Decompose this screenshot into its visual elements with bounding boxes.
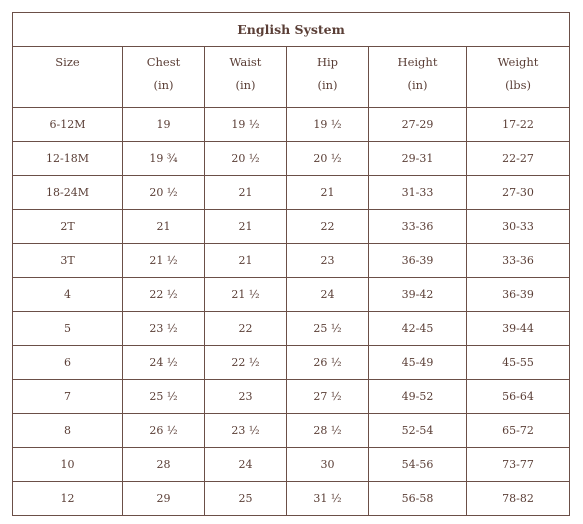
cell-height: 27-29 [369, 108, 467, 142]
cell-chest: 21 ½ [123, 244, 205, 278]
cell-size: 10 [13, 448, 123, 482]
table-row [13, 210, 570, 244]
header-label: Height [397, 55, 438, 69]
cell-height: 56-58 [369, 482, 467, 516]
cell-size: 8 [13, 414, 123, 448]
cell-weight: 73-77 [467, 448, 570, 482]
header-unit: (in) [317, 78, 338, 92]
cell-hip: 30 [287, 448, 369, 482]
header-waist [205, 47, 287, 108]
cell-height: 31-33 [369, 176, 467, 210]
cell-hip: 21 [287, 176, 369, 210]
cell-hip: 20 ½ [287, 142, 369, 176]
cell-height: 49-52 [369, 380, 467, 414]
header-unit: (in) [153, 78, 174, 92]
cell-chest: 29 [123, 482, 205, 516]
cell-hip: 26 ½ [287, 346, 369, 380]
cell-size: 6-12M [13, 108, 123, 142]
cell-chest: 28 [123, 448, 205, 482]
header-size [13, 47, 123, 108]
table-row [13, 142, 570, 176]
cell-chest: 25 ½ [123, 380, 205, 414]
cell-weight: 45-55 [467, 346, 570, 380]
header-hip [287, 47, 369, 108]
cell-weight: 33-36 [467, 244, 570, 278]
cell-waist: 25 [205, 482, 287, 516]
cell-weight: 56-64 [467, 380, 570, 414]
cell-waist: 19 ½ [205, 108, 287, 142]
table-row [13, 482, 570, 516]
cell-waist: 21 [205, 244, 287, 278]
cell-waist: 23 ½ [205, 414, 287, 448]
cell-waist: 22 [205, 312, 287, 346]
cell-size: 4 [13, 278, 123, 312]
cell-size: 12 [13, 482, 123, 516]
cell-chest: 26 ½ [123, 414, 205, 448]
cell-waist: 21 [205, 210, 287, 244]
cell-hip: 28 ½ [287, 414, 369, 448]
cell-chest: 23 ½ [123, 312, 205, 346]
cell-size: 18-24M [13, 176, 123, 210]
table-body [13, 108, 570, 516]
table-row [13, 346, 570, 380]
cell-hip: 22 [287, 210, 369, 244]
header-label: Weight [497, 55, 539, 69]
cell-height: 33-36 [369, 210, 467, 244]
header-label: Chest [146, 55, 181, 69]
cell-size: 3T [13, 244, 123, 278]
header-unit: (in) [235, 78, 256, 92]
header-label: Waist [229, 55, 262, 69]
cell-hip: 19 ½ [287, 108, 369, 142]
cell-height: 29-31 [369, 142, 467, 176]
cell-height: 45-49 [369, 346, 467, 380]
cell-weight: 36-39 [467, 278, 570, 312]
cell-height: 36-39 [369, 244, 467, 278]
size-chart-table [12, 12, 570, 516]
cell-weight: 17-22 [467, 108, 570, 142]
cell-hip: 23 [287, 244, 369, 278]
cell-height: 54-56 [369, 448, 467, 482]
cell-waist: 21 [205, 176, 287, 210]
cell-chest: 19 [123, 108, 205, 142]
table-row [13, 448, 570, 482]
cell-weight: 65-72 [467, 414, 570, 448]
header-label: Size [55, 55, 80, 69]
cell-waist: 20 ½ [205, 142, 287, 176]
cell-size: 12-18M [13, 142, 123, 176]
cell-chest: 22 ½ [123, 278, 205, 312]
header-unit: (in) [407, 78, 428, 92]
header-weight [467, 47, 570, 108]
cell-waist: 23 [205, 380, 287, 414]
title-row [13, 13, 570, 47]
cell-weight: 39-44 [467, 312, 570, 346]
header-height [369, 47, 467, 108]
cell-weight: 30-33 [467, 210, 570, 244]
cell-waist: 21 ½ [205, 278, 287, 312]
table-row [13, 414, 570, 448]
cell-size: 7 [13, 380, 123, 414]
cell-weight: 22-27 [467, 142, 570, 176]
cell-size: 2T [13, 210, 123, 244]
cell-hip: 24 [287, 278, 369, 312]
header-unit: (lbs) [505, 78, 531, 92]
cell-size: 6 [13, 346, 123, 380]
cell-size: 5 [13, 312, 123, 346]
cell-hip: 27 ½ [287, 380, 369, 414]
cell-chest: 21 [123, 210, 205, 244]
cell-chest: 20 ½ [123, 176, 205, 210]
cell-height: 52-54 [369, 414, 467, 448]
cell-height: 39-42 [369, 278, 467, 312]
header-chest [123, 47, 205, 108]
table-row [13, 312, 570, 346]
cell-waist: 22 ½ [205, 346, 287, 380]
cell-height: 42-45 [369, 312, 467, 346]
table-row [13, 244, 570, 278]
header-label: Hip [316, 55, 339, 69]
cell-weight: 27-30 [467, 176, 570, 210]
cell-chest: 24 ½ [123, 346, 205, 380]
cell-hip: 25 ½ [287, 312, 369, 346]
cell-hip: 31 ½ [287, 482, 369, 516]
table-row [13, 278, 570, 312]
cell-weight: 78-82 [467, 482, 570, 516]
header-row [13, 47, 570, 108]
cell-chest: 19 ¾ [123, 142, 205, 176]
table-row [13, 380, 570, 414]
cell-waist: 24 [205, 448, 287, 482]
table-row [13, 108, 570, 142]
table-title: English System [13, 13, 570, 47]
table-row [13, 176, 570, 210]
